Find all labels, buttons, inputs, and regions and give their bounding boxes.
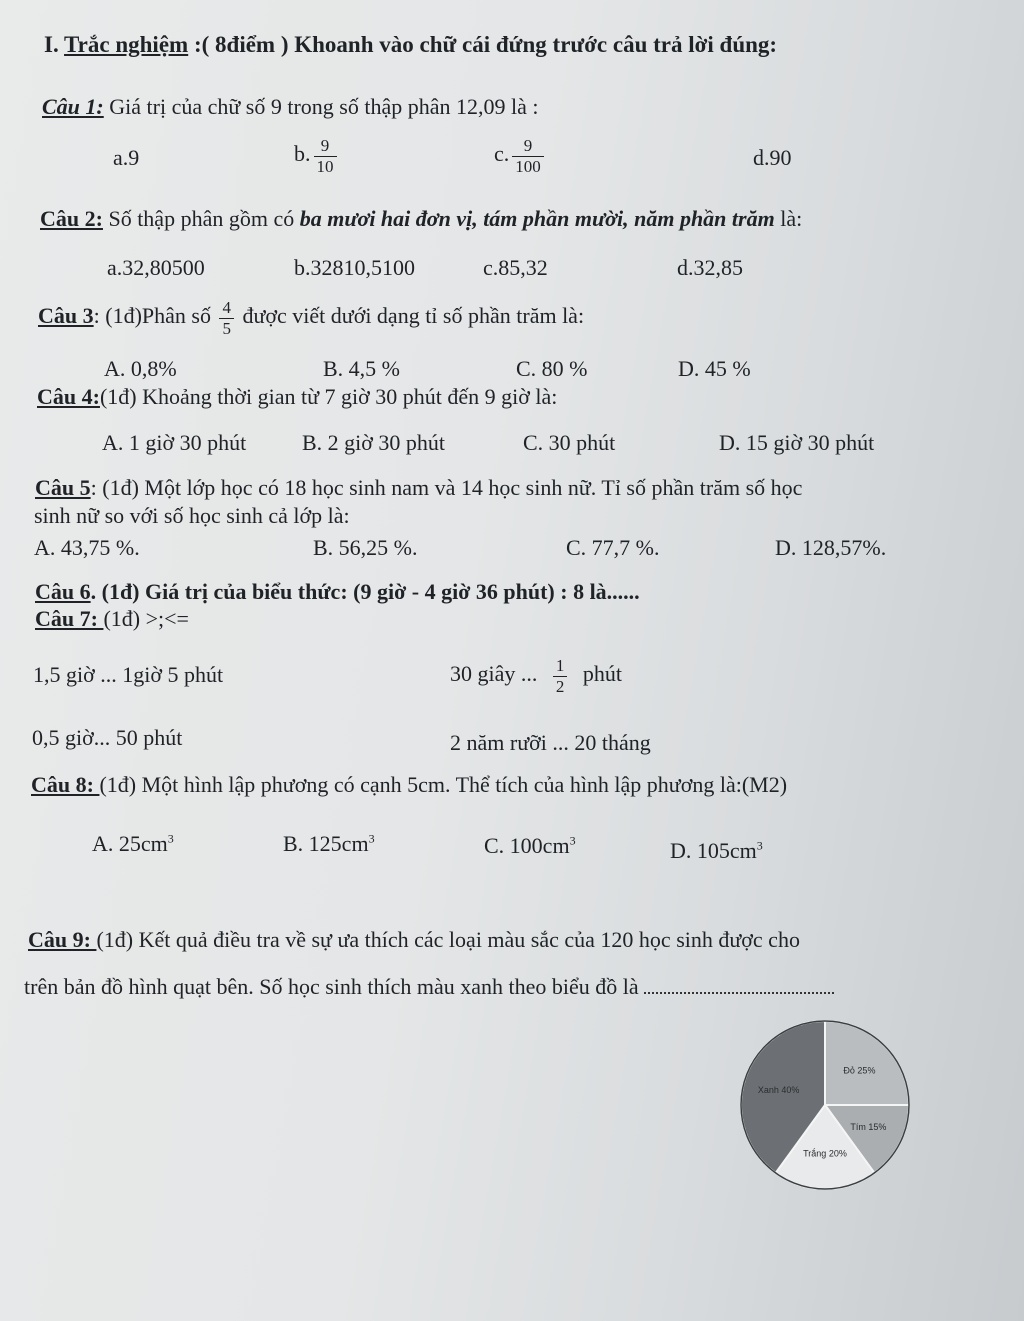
q8-c-text: C. 100cm: [484, 833, 570, 858]
q8-c-exp: 3: [569, 833, 576, 848]
pie-slice-đỏ: [825, 1021, 909, 1105]
q7-numerator: 1: [555, 656, 565, 675]
q1-c-denominator: 100: [512, 156, 544, 177]
q1-text: Giá trị của chữ số 9 trong số thập phân 12,09 là :: [109, 94, 539, 119]
q5-option-a[interactable]: A. 43,75 %.: [34, 535, 140, 560]
pie-label-trắng: Trắng 20%: [803, 1148, 847, 1159]
question-4: [37, 384, 557, 410]
q3-option-b[interactable]: B. 4,5 %: [323, 356, 400, 381]
q4-option-b[interactable]: B. 2 giờ 30 phút: [302, 430, 446, 455]
q8-d-text: D. 105cm: [670, 838, 757, 863]
q3-denominator: 5: [219, 318, 234, 339]
q3-option-c[interactable]: C. 80 %: [516, 356, 588, 381]
question-6: [35, 579, 640, 605]
q8-d-exp: 3: [756, 838, 763, 853]
q4-option-c[interactable]: C. 30 phút: [523, 430, 616, 455]
heading-roman: I.: [44, 32, 59, 57]
q2-option-a[interactable]: a.32,80500: [107, 255, 205, 280]
heading-title: Trắc nghiệm: [64, 32, 189, 57]
q9-label: Câu 9:: [28, 927, 97, 952]
q2-option-b[interactable]: b.32810,5100: [294, 255, 415, 280]
q7-compare-2-right: phút: [582, 661, 623, 687]
q3-numerator: 4: [222, 298, 231, 317]
q8-option-d[interactable]: [670, 838, 763, 864]
q2-text-end: là:: [780, 206, 803, 231]
pie-label-tím: Tím 15%: [850, 1122, 887, 1133]
q3-fraction: [219, 298, 234, 338]
q5-text-2: sinh nữ so với số học sinh cả lớp là:: [34, 503, 350, 528]
q1-c-prefix: c.: [494, 141, 510, 167]
q3-label: Câu 3: [38, 303, 94, 329]
q7-text: (1đ) >;<=: [103, 606, 189, 631]
q7-compare-1: 1,5 giờ ... 1giờ 5 phút: [33, 662, 224, 687]
q7-compare-2-left: 30 giây ...: [450, 661, 538, 687]
q8-option-a[interactable]: [92, 831, 174, 857]
q1-option-b[interactable]: [294, 136, 340, 176]
q4-option-d[interactable]: D. 15 giờ 30 phút: [719, 430, 875, 455]
question-2: [40, 206, 802, 232]
q5-option-c[interactable]: C. 77,7 %.: [566, 535, 660, 560]
q1-option-a[interactable]: a.9: [113, 145, 140, 170]
pie-chart: [735, 1015, 915, 1195]
q4-text: (1đ) Khoảng thời gian từ 7 giờ 30 phút đến 9 giờ là:: [99, 384, 558, 409]
q4-option-a[interactable]: A. 1 giờ 30 phút: [102, 430, 247, 455]
q5-option-b[interactable]: B. 56,25 %.: [313, 535, 418, 560]
q5-option-d[interactable]: D. 128,57%.: [775, 535, 887, 560]
q1-c-fraction: [512, 136, 544, 176]
q1-b-numerator: 9: [320, 136, 330, 155]
q7-compare-3: 0,5 giờ... 50 phút: [32, 725, 183, 750]
q1-b-prefix: b.: [294, 141, 311, 167]
q2-option-c[interactable]: c.85,32: [483, 255, 548, 280]
answer-blank[interactable]: [644, 982, 834, 994]
q3-text-end: được viết dưới dạng tỉ số phần trăm là:: [242, 303, 585, 329]
q3-text-start: : (1đ)Phân số: [93, 303, 211, 329]
q5-text-1: : (1đ) Một lớp học có 18 học sinh nam và 14 học sinh nữ. Tỉ số phần trăm số học: [90, 475, 803, 500]
q1-option-d[interactable]: d.90: [753, 145, 792, 170]
q2-label: Câu 2:: [40, 206, 103, 231]
q2-text-start: Số thập phân gồm có: [108, 206, 295, 231]
q8-text-start: (1đ) Một hình lập phương có cạnh 5cm. Thể tích của hình lập phương là:(M2): [99, 772, 788, 797]
q3-option-d[interactable]: D. 45 %: [678, 356, 751, 381]
q8-b-exp: 3: [368, 831, 375, 846]
pie-label-đỏ: Đỏ 25%: [843, 1065, 876, 1076]
q1-c-numerator: 9: [523, 136, 533, 155]
q7-denominator: 2: [553, 676, 568, 697]
question-3: [38, 298, 584, 338]
q8-option-b[interactable]: [283, 831, 375, 857]
heading-instruction: :( 8điểm ) Khoanh vào chữ cái đứng trước câu trả lời đúng:: [193, 32, 778, 57]
question-7: [35, 606, 189, 632]
q2-text-emphasis: ba mươi hai đơn vị, tám phần mười, năm phần trăm: [299, 206, 775, 231]
question-5-line-1: [35, 475, 802, 501]
q7-label: Câu 7:: [35, 606, 104, 631]
q2-option-d[interactable]: d.32,85: [677, 255, 743, 280]
q7-compare-2: [450, 656, 622, 696]
q6-text: . (1đ) Giá trị của biểu thức: (9 giờ - 4 giờ 36 phút) : 8 là......: [90, 579, 640, 604]
q8-label: Câu 8:: [31, 772, 100, 797]
q1-b-fraction: [314, 136, 337, 176]
q9-text-1: (1đ) Kết quả điều tra về sự ưa thích các loại màu sắc của 120 học sinh được cho: [96, 927, 800, 952]
q6-label: Câu 6: [35, 579, 91, 604]
pie-label-xanh: Xanh 40%: [757, 1084, 800, 1095]
q1-option-c[interactable]: [494, 136, 547, 176]
question-9-line-1: [28, 927, 800, 953]
question-8: [31, 772, 787, 798]
q8-a-exp: 3: [167, 831, 174, 846]
q8-b-text: B. 125cm: [283, 831, 369, 856]
q9-text-2: trên bản đồ hình quạt bên. Số học sinh thích màu xanh theo biểu đồ là: [24, 974, 639, 999]
q3-option-a[interactable]: A. 0,8%: [104, 356, 177, 381]
q8-option-c[interactable]: [484, 833, 576, 859]
q8-a-text: A. 25cm: [92, 831, 168, 856]
q1-label: Câu 1:: [42, 94, 104, 119]
q7-fraction: [553, 656, 568, 696]
q5-label: Câu 5: [35, 475, 91, 500]
q1-b-denominator: 10: [314, 156, 337, 177]
question-9-line-2: [24, 974, 834, 1000]
section-heading: [44, 32, 777, 58]
q7-compare-4: 2 năm rưỡi ... 20 tháng: [450, 730, 651, 755]
q4-label: Câu 4:: [37, 384, 100, 409]
question-1: [42, 94, 538, 120]
